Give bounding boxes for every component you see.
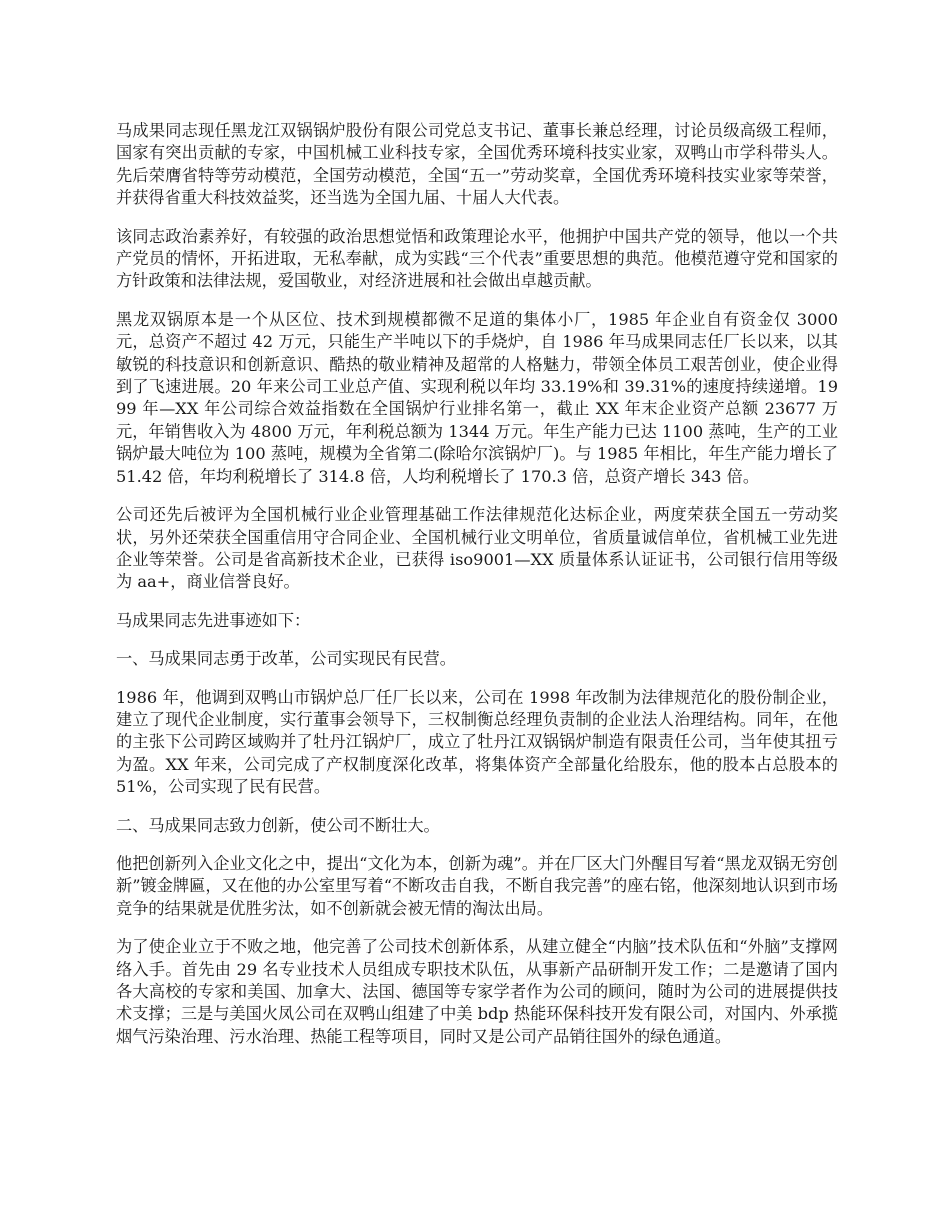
paragraph-company-history: 黑龙双锅原本是一个从区位、技术到规模都微不足道的集体小厂，1985 年企业自有资金仅 3000 元，总资产不超过 42 万元，只能生产半吨以下的手烧炉，自 1986 年马成果同志任厂长以来，以其敏锐的科技意识和创新意识、酷热的敬业精神及超常的人格魅力，带领全体员工艰苦创业，使企业得到了飞速进展。20 年来公司工业总产值、实现利税以年均 33.19%和 39.31%的速度持续递增。1999 年—XX 年公司综合效益指数在全国锅炉行业排名第一，截止 XX 年末企业资产总额 23677 万元，年销售收入为 4800 万元，年利税总额为 1344 万元。年生产能力已达 1100 蒸吨，生产的工业锅炉最大吨位为 100 蒸吨，规模为全省第二(除哈尔滨锅炉厂)。与 1985 年相比，年生产能力增长了 51.42 倍，年均利税增长了 314.8 倍，人均利税增长了 170.3 倍，总资产增长 343 倍。	[116, 309, 838, 486]
paragraph-profile: 马成果同志现任黑龙江双锅锅炉股份有限公司党总支书记、董事长兼总经理，讨论员级高级工程师，国家有突出贡献的专家，中国机械工业科技专家，全国优秀环境科技实业家，双鸭山市学科带头人。先后荣膺省特等劳动模范，全国劳动模范，全国“五一”劳动奖章，全国优秀环境科技实业家等荣誉，并获得省重大科技效益奖，还当选为全国九届、十届人大代表。	[116, 121, 838, 208]
paragraph-reform: 1986 年，他调到双鸭山市锅炉总厂任厂长以来，公司在 1998 年改制为法律规范化的股份制企业，建立了现代企业制度，实行董事会领导下，三权制衡总经理负责制的企业法人治理结构。同年，在他的主张下公司跨区域购并了牡丹江锅炉厂，成立了牡丹江双锅锅炉制造有限责任公司，当年使其扭亏为盈。XX 年来，公司完成了产权制度深化改革，将集体资产全部量化给股东，他的股本占总股本的 51%，公司实现了民有民营。	[116, 687, 838, 797]
paragraph-innovation-system: 为了使企业立于不败之地，他完善了公司技术创新体系，从建立健全“内脑”技术队伍和“外脑”支撑网络入手。首先由 29 名专业技术人员组成专职技术队伍，从事新产品研制开发工作；二是邀请了国内各大高校的专家和美国、加拿大、法国、德国等专家学者作为公司的顾问，随时为公司的进展提供技术支撑；三是与美国火凤公司在双鸭山组建了中美 bdp 热能环保科技开发有限公司，对国内、外承揽烟气污染治理、污水治理、热能工程等项目，同时又是公司产品销往国外的绿色通道。	[116, 937, 838, 1046]
paragraph-innovation-culture: 他把创新列入企业文化之中，提出“文化为本，创新为魂”。并在厂区大门外醒目写着“黑龙双锅无穷创新”镀金牌匾，又在他的办公室里写着“不断攻击自我，不断自我完善”的座右铭，他深刻地认识到市场竞争的结果就是优胜劣汰，如不创新就会被无情的淘汰出局。	[116, 853, 838, 918]
section-heading-reform: 一、马成果同志勇于改革，公司实现民有民营。	[116, 649, 456, 669]
paragraph-company-honors: 公司还先后被评为全国机械行业企业管理基础工作法律规范化达标企业，两度荣获全国五一劳动奖状，另外还荣获全国重信用守合同企业、全国机械行业文明单位，省质量诚信单位，省机械工业先进企业等荣誉。公司是省高新技术企业，已获得 iso9001—XX 质量体系认证证书，公司银行信用等级为 aa+，商业信誉良好。	[116, 505, 838, 592]
section-heading-innovation: 二、马成果同志致力创新，使公司不断壮大。	[116, 815, 440, 835]
document-body	[116, 120, 838, 1064]
paragraph-deeds-intro: 马成果同志先进事迹如下：	[116, 610, 311, 630]
paragraph-political-quality: 该同志政治素养好，有较强的政治思想觉悟和政策理论水平，他拥护中国共产党的领导，他以一个共产党员的情怀，开拓进取，无私奉献，成为实践“三个代表”重要思想的典范。他模范遵守党和国家的方针政策和法律法规，爱国敬业，对经济进展和社会做出卓越贡献。	[116, 226, 838, 291]
